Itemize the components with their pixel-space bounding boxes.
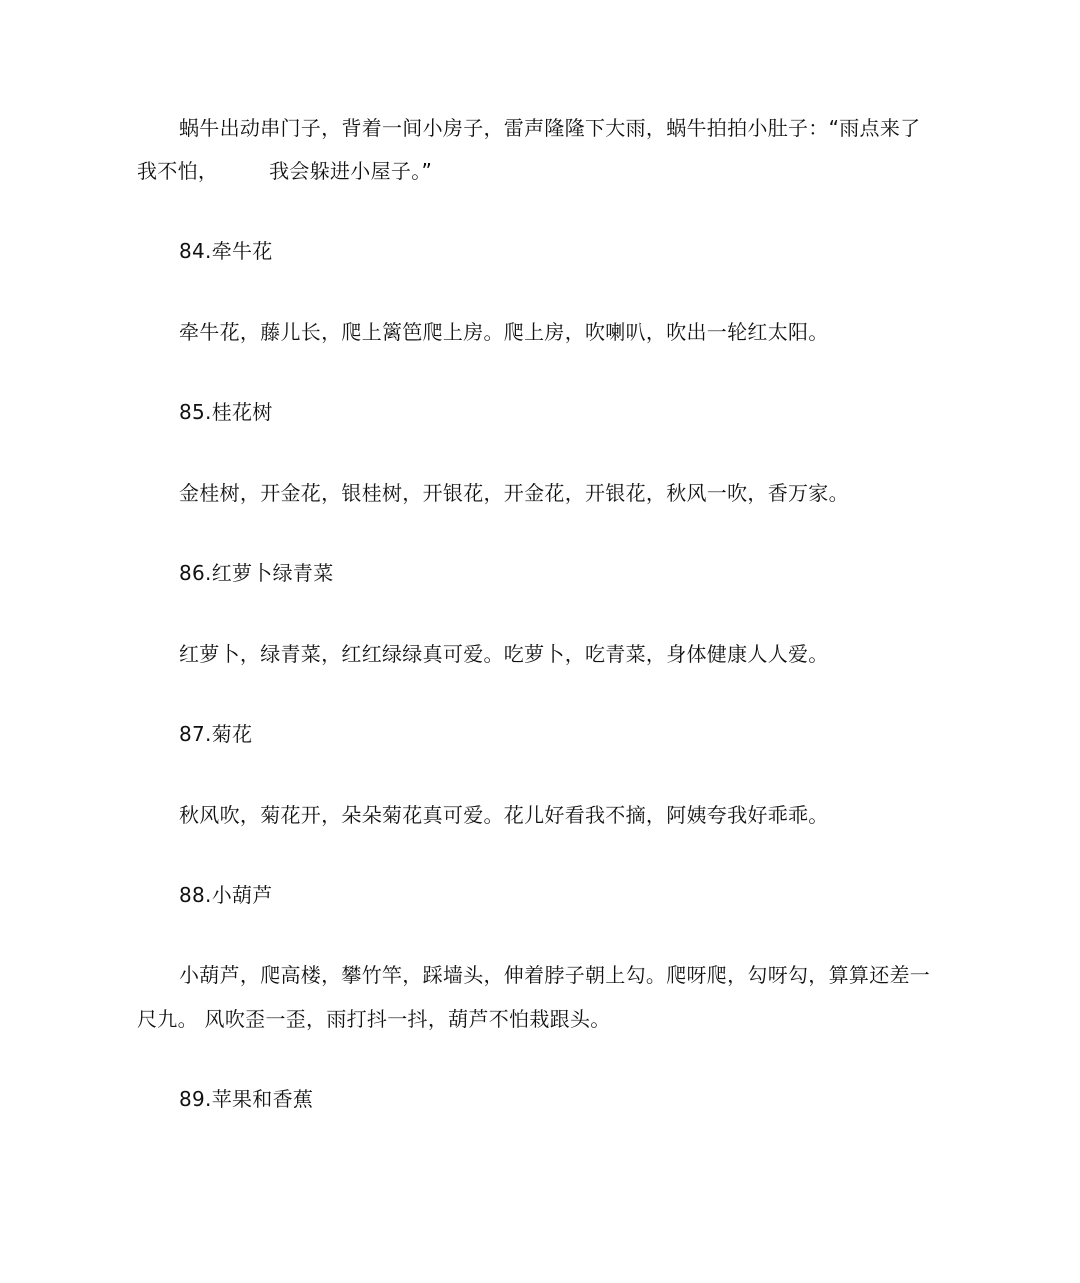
section-heading: 87.菊花	[179, 722, 253, 746]
paragraph-line: 小葫芦，爬高楼，攀竹竿，踩墙头，伸着脖子朝上勾。爬呀爬，勾呀勾，算算还差一	[179, 963, 931, 987]
paragraph-line: 牵牛花，藤儿长，爬上篱笆爬上房。爬上房，吹喇叭，吹出一轮红太阳。	[179, 320, 829, 344]
section-heading: 86.红萝卜绿青菜	[179, 561, 334, 585]
paragraph-line: 金桂树，开金花，银桂树，开银花，开金花，开银花，秋风一吹，香万家。	[179, 481, 849, 505]
paragraph-line: 尺九。 风吹歪一歪，雨打抖一抖，葫芦不怕栽跟头。	[137, 1007, 611, 1031]
section-heading: 89.苹果和香蕉	[179, 1087, 314, 1111]
paragraph-line: 秋风吹，菊花开，朵朵菊花真可爱。花儿好看我不摘，阿姨夸我好乖乖。	[179, 803, 829, 827]
paragraph-line: 蜗牛出动串门子，背着一间小房子，雷声隆隆下大雨，蜗牛拍拍小肚子：“雨点来了	[179, 116, 921, 140]
section-heading: 84.牵牛花	[179, 239, 273, 263]
paragraph-line: 红萝卜，绿青菜，红红绿绿真可爱。吃萝卜，吃青菜，身体健康人人爱。	[179, 642, 829, 666]
section-heading: 88.小葫芦	[179, 883, 273, 907]
paragraph-line: 我不怕， 我会躲进小屋子。”	[137, 159, 433, 183]
section-heading: 85.桂花树	[179, 400, 273, 424]
